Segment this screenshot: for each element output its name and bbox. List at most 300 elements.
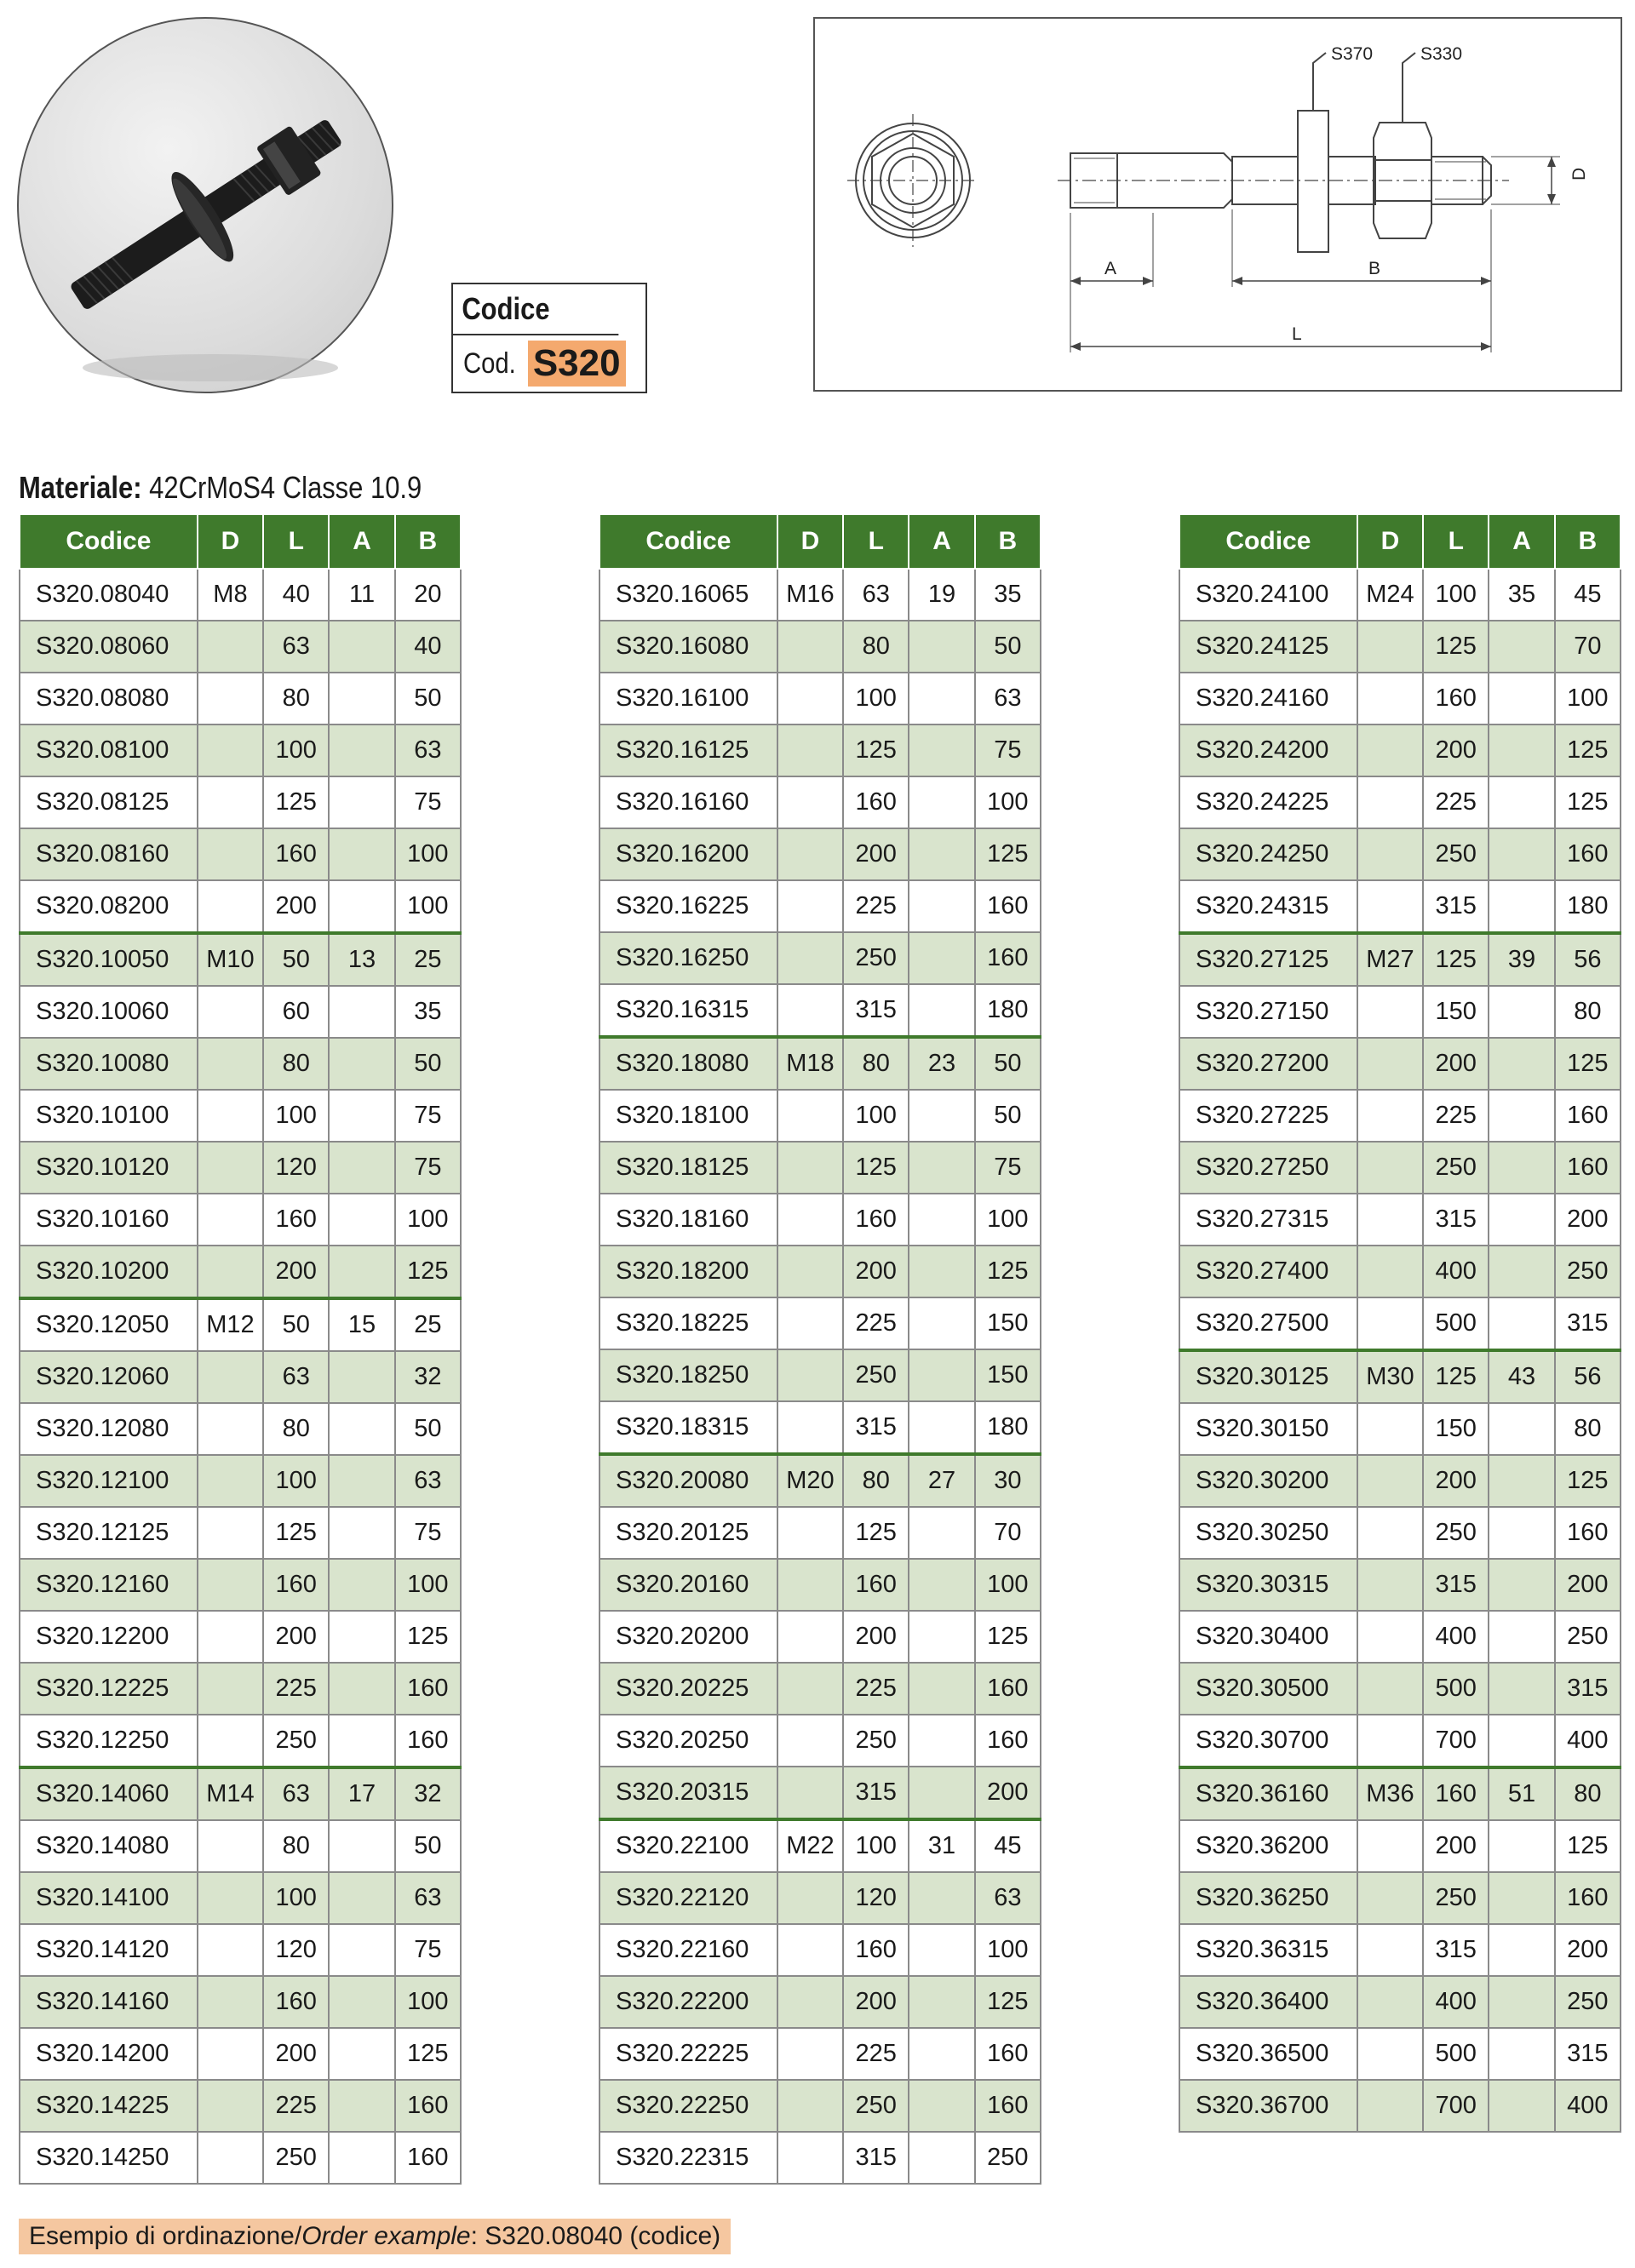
table-row (600, 1246, 1041, 1297)
cell-code: S320.36250 (1179, 1872, 1357, 1924)
cell-b: 100 (395, 828, 461, 880)
cell-diameter (1357, 880, 1423, 933)
cell-b: 125 (395, 1246, 461, 1298)
cell-b: 50 (975, 1037, 1041, 1090)
cell-a (1489, 2028, 1554, 2080)
cell-b: 63 (975, 1872, 1041, 1924)
cell-code: S320.18125 (600, 1142, 777, 1194)
cell-length: 50 (263, 1298, 329, 1351)
cell-code: S320.36200 (1179, 1820, 1357, 1872)
table-row (20, 933, 461, 986)
table-row (20, 2132, 461, 2184)
cell-diameter: M10 (198, 933, 263, 986)
cell-length: 120 (263, 1142, 329, 1194)
cell-b: 100 (395, 1976, 461, 2028)
cell-length: 250 (843, 932, 909, 984)
cell-code: S320.27500 (1179, 1297, 1357, 1350)
cell-diameter (198, 986, 263, 1038)
cell-diameter (777, 1142, 843, 1194)
cell-code: S320.30700 (1179, 1715, 1357, 1767)
cell-diameter (198, 1976, 263, 2028)
cell-code: S320.12200 (20, 1611, 198, 1663)
cell-b: 125 (1555, 724, 1621, 776)
cell-a (1489, 673, 1554, 724)
cell-diameter (777, 1349, 843, 1401)
table-row (20, 724, 461, 776)
table-row (20, 1455, 461, 1507)
cell-b: 75 (395, 1142, 461, 1194)
column-header-length: L (1423, 514, 1489, 569)
cell-diameter (1357, 1142, 1423, 1194)
cell-a (329, 1715, 394, 1767)
table-row (1179, 1872, 1621, 1924)
cell-code: S320.10160 (20, 1194, 198, 1246)
table-row (20, 1246, 461, 1298)
cell-length: 200 (843, 1611, 909, 1663)
cell-a: 39 (1489, 933, 1554, 986)
table-row (1179, 1559, 1621, 1611)
table-row (1179, 1611, 1621, 1663)
cell-length: 125 (843, 724, 909, 776)
label-l: L (1292, 324, 1302, 344)
cell-b: 315 (1555, 1663, 1621, 1715)
cell-a (1489, 1559, 1554, 1611)
cell-length: 250 (1423, 1872, 1489, 1924)
cell-code: S320.10060 (20, 986, 198, 1038)
cell-length: 315 (843, 1401, 909, 1454)
table-row (600, 1767, 1041, 1819)
table-row (20, 1090, 461, 1142)
cell-a (909, 984, 974, 1037)
cell-a (329, 828, 394, 880)
cell-diameter: M30 (1357, 1350, 1423, 1403)
cell-b: 250 (1555, 1246, 1621, 1297)
cell-length: 80 (843, 1037, 909, 1090)
cell-length: 225 (263, 2080, 329, 2132)
cell-code: S320.27150 (1179, 986, 1357, 1038)
cell-a (1489, 776, 1554, 828)
cell-diameter (198, 673, 263, 724)
cell-b: 50 (395, 1403, 461, 1455)
cell-b: 75 (395, 1507, 461, 1559)
table-row (20, 1820, 461, 1872)
cell-length: 40 (263, 569, 329, 621)
cell-a (329, 1872, 394, 1924)
cell-length: 500 (1423, 1297, 1489, 1350)
cell-diameter (198, 1455, 263, 1507)
cell-length: 200 (1423, 724, 1489, 776)
cell-b: 70 (975, 1507, 1041, 1559)
cell-code: S320.18225 (600, 1297, 777, 1349)
cell-length: 100 (1423, 569, 1489, 621)
table-row (600, 1819, 1041, 1872)
cell-b: 75 (395, 776, 461, 828)
cell-a (909, 1559, 974, 1611)
cell-length: 120 (263, 1924, 329, 1976)
order-value: : S320.08040 (codice) (470, 2222, 721, 2250)
cell-b: 25 (395, 933, 461, 986)
cell-code: S320.16125 (600, 724, 777, 776)
cell-length: 200 (1423, 1455, 1489, 1507)
cell-a (909, 724, 974, 776)
cell-diameter (1357, 673, 1423, 724)
cell-diameter (777, 1767, 843, 1819)
cell-a (329, 1038, 394, 1090)
cell-b: 50 (975, 621, 1041, 673)
cell-a (1489, 621, 1554, 673)
cell-b: 160 (1555, 1507, 1621, 1559)
cell-diameter: M27 (1357, 933, 1423, 986)
cell-diameter (1357, 2028, 1423, 2080)
cell-diameter (198, 1507, 263, 1559)
cell-length: 315 (843, 2132, 909, 2184)
cell-code: S320.12100 (20, 1455, 198, 1507)
cell-diameter (1357, 724, 1423, 776)
table-row (600, 880, 1041, 932)
cell-b: 200 (1555, 1194, 1621, 1246)
cell-b: 400 (1555, 1715, 1621, 1767)
cell-diameter: M24 (1357, 569, 1423, 621)
column-header-b: B (1555, 514, 1621, 569)
cell-b: 100 (395, 1559, 461, 1611)
cell-diameter (198, 724, 263, 776)
table-row (600, 1142, 1041, 1194)
cell-diameter: M8 (198, 569, 263, 621)
cell-length: 63 (843, 569, 909, 621)
table-row (600, 1090, 1041, 1142)
cell-b: 75 (975, 724, 1041, 776)
cell-code: S320.18315 (600, 1401, 777, 1454)
cell-length: 100 (263, 724, 329, 776)
cell-a (909, 2132, 974, 2184)
column-header-code: Codice (20, 514, 198, 569)
cell-b: 160 (975, 2080, 1041, 2132)
cell-code: S320.16065 (600, 569, 777, 621)
cell-b: 200 (1555, 1924, 1621, 1976)
cell-a (329, 1455, 394, 1507)
cell-a (909, 2028, 974, 2080)
cell-b: 63 (975, 673, 1041, 724)
column-header-diameter: D (1357, 514, 1423, 569)
cell-diameter (1357, 1872, 1423, 1924)
cell-length: 80 (843, 1454, 909, 1507)
cell-a (329, 1611, 394, 1663)
cell-a (909, 1297, 974, 1349)
cell-b: 160 (1555, 1142, 1621, 1194)
cell-code: S320.22200 (600, 1976, 777, 2028)
cell-a (1489, 1090, 1554, 1142)
cell-length: 125 (263, 1507, 329, 1559)
table-row (1179, 2080, 1621, 2132)
cell-b: 63 (395, 1872, 461, 1924)
cell-b: 125 (1555, 1455, 1621, 1507)
cell-b: 125 (975, 1976, 1041, 2028)
cell-a (1489, 1194, 1554, 1246)
cell-b: 150 (975, 1297, 1041, 1349)
cell-a (1489, 2080, 1554, 2132)
cell-code: S320.24315 (1179, 880, 1357, 933)
cell-a: 27 (909, 1454, 974, 1507)
cell-a: 51 (1489, 1767, 1554, 1820)
cell-diameter (198, 1403, 263, 1455)
cell-b: 160 (975, 880, 1041, 932)
cell-code: S320.30200 (1179, 1455, 1357, 1507)
cell-code: S320.10100 (20, 1090, 198, 1142)
table-row (20, 1976, 461, 2028)
cell-length: 160 (843, 1924, 909, 1976)
cell-diameter (777, 1090, 843, 1142)
cell-a (329, 2132, 394, 2184)
cell-code: S320.27200 (1179, 1038, 1357, 1090)
cell-diameter (777, 1976, 843, 2028)
cell-length: 200 (263, 1246, 329, 1298)
cell-b: 80 (1555, 1767, 1621, 1820)
cell-code: S320.14120 (20, 1924, 198, 1976)
table-row (600, 1037, 1041, 1090)
column-header-a: A (1489, 514, 1554, 569)
label-s370: S370 (1331, 44, 1374, 64)
table-row (20, 1142, 461, 1194)
cell-a (1489, 1455, 1554, 1507)
cell-diameter (198, 1715, 263, 1767)
cell-diameter (1357, 986, 1423, 1038)
cell-length: 500 (1423, 2028, 1489, 2080)
cell-length: 120 (843, 1872, 909, 1924)
cell-a (1489, 1507, 1554, 1559)
table-row (600, 569, 1041, 621)
label-s330: S330 (1420, 44, 1463, 64)
cell-length: 250 (843, 2080, 909, 2132)
code-box (451, 283, 647, 393)
cell-a (909, 1142, 974, 1194)
cell-b: 160 (975, 1663, 1041, 1715)
cell-length: 60 (263, 986, 329, 1038)
cell-a (329, 1090, 394, 1142)
cell-a (1489, 724, 1554, 776)
cell-code: S320.14200 (20, 2028, 198, 2080)
cell-code: S320.22315 (600, 2132, 777, 2184)
cell-code: S320.14100 (20, 1872, 198, 1924)
cell-b: 125 (1555, 1820, 1621, 1872)
product-code-badge: S320 (528, 341, 626, 387)
column-header-diameter: D (198, 514, 263, 569)
table-row (20, 621, 461, 673)
cell-length: 700 (1423, 2080, 1489, 2132)
cell-code: S320.24200 (1179, 724, 1357, 776)
cell-length: 160 (1423, 1767, 1489, 1820)
table-row (20, 880, 461, 933)
cell-length: 225 (843, 880, 909, 932)
cell-code: S320.12250 (20, 1715, 198, 1767)
cell-diameter (1357, 1194, 1423, 1246)
product-photo (17, 17, 393, 393)
table-row (1179, 1297, 1621, 1350)
cell-code: S320.22250 (600, 2080, 777, 2132)
cell-diameter (198, 1820, 263, 1872)
cell-code: S320.12060 (20, 1351, 198, 1403)
cell-length: 160 (263, 828, 329, 880)
table-row (600, 1401, 1041, 1454)
cell-b: 45 (975, 1819, 1041, 1872)
table-row (1179, 1663, 1621, 1715)
cell-code: S320.12160 (20, 1559, 198, 1611)
cell-diameter (777, 1297, 843, 1349)
cell-a (1489, 986, 1554, 1038)
table-row (1179, 828, 1621, 880)
cell-length: 80 (263, 1820, 329, 1872)
material-label: Materiale: (19, 470, 142, 505)
cell-diameter: M36 (1357, 1767, 1423, 1820)
cell-b: 160 (1555, 828, 1621, 880)
cell-b: 160 (395, 1663, 461, 1715)
cell-a (329, 776, 394, 828)
cell-diameter (777, 1872, 843, 1924)
cell-b: 200 (975, 1767, 1041, 1819)
table-row (1179, 1403, 1621, 1455)
cell-diameter (1357, 2080, 1423, 2132)
table-row (1179, 621, 1621, 673)
cell-code: S320.12225 (20, 1663, 198, 1715)
cell-a (329, 986, 394, 1038)
cell-length: 63 (263, 1351, 329, 1403)
cell-b: 125 (975, 1611, 1041, 1663)
cell-length: 315 (1423, 1194, 1489, 1246)
cell-diameter (777, 1924, 843, 1976)
cell-b: 125 (975, 828, 1041, 880)
table-row (600, 1507, 1041, 1559)
column-header-length: L (263, 514, 329, 569)
column-header-length: L (843, 514, 909, 569)
cell-a (909, 1401, 974, 1454)
cell-a (909, 776, 974, 828)
cell-diameter (777, 1715, 843, 1767)
table-row (1179, 569, 1621, 621)
cell-code: S320.10120 (20, 1142, 198, 1194)
cell-length: 200 (1423, 1820, 1489, 1872)
cell-b: 45 (1555, 569, 1621, 621)
table-row (20, 1715, 461, 1767)
cell-diameter (777, 1559, 843, 1611)
cell-diameter (198, 880, 263, 933)
cell-a (1489, 1403, 1554, 1455)
cell-length: 125 (1423, 933, 1489, 986)
cell-code: S320.16080 (600, 621, 777, 673)
cell-a (1489, 1872, 1554, 1924)
table-row (600, 724, 1041, 776)
cell-b: 25 (395, 1298, 461, 1351)
cell-a: 15 (329, 1298, 394, 1351)
table-row (20, 828, 461, 880)
cell-b: 160 (395, 2080, 461, 2132)
cell-a (1489, 1663, 1554, 1715)
cell-code: S320.20160 (600, 1559, 777, 1611)
material-heading (19, 470, 422, 506)
cell-diameter (198, 1090, 263, 1142)
cod-label: Cod. (463, 347, 516, 380)
cell-length: 250 (843, 1715, 909, 1767)
cell-length: 200 (263, 1611, 329, 1663)
cell-diameter (1357, 1507, 1423, 1559)
technical-drawing (813, 17, 1622, 392)
cell-a: 19 (909, 569, 974, 621)
cell-a (909, 1976, 974, 2028)
stud-bolt-image (19, 19, 395, 395)
cell-length: 225 (1423, 776, 1489, 828)
table-row (1179, 1142, 1621, 1194)
cell-b: 50 (395, 1820, 461, 1872)
cell-a (909, 880, 974, 932)
cell-length: 225 (263, 1663, 329, 1715)
cell-code: S320.18200 (600, 1246, 777, 1297)
cell-length: 100 (843, 1819, 909, 1872)
cell-a (909, 1924, 974, 1976)
cell-b: 160 (395, 2132, 461, 2184)
table-row (20, 1298, 461, 1351)
cell-code: S320.20200 (600, 1611, 777, 1663)
cell-code: S320.24225 (1179, 776, 1357, 828)
cell-a (909, 1349, 974, 1401)
cell-code: S320.30150 (1179, 1403, 1357, 1455)
table-row (1179, 1246, 1621, 1297)
cell-b: 125 (975, 1246, 1041, 1297)
cell-a (329, 621, 394, 673)
cell-length: 200 (263, 880, 329, 933)
cell-length: 160 (263, 1194, 329, 1246)
cell-a (329, 1507, 394, 1559)
table-row (600, 2132, 1041, 2184)
cell-length: 200 (843, 828, 909, 880)
cell-b: 125 (395, 2028, 461, 2080)
cell-b: 100 (975, 1924, 1041, 1976)
cell-code: S320.18160 (600, 1194, 777, 1246)
column-header-code: Codice (1179, 514, 1357, 569)
cell-diameter (777, 828, 843, 880)
cell-a: 17 (329, 1767, 394, 1820)
table-row (1179, 1455, 1621, 1507)
cell-a (329, 1142, 394, 1194)
cell-b: 160 (1555, 1872, 1621, 1924)
table-row (20, 1038, 461, 1090)
cell-length: 200 (1423, 1038, 1489, 1090)
cell-diameter (1357, 1455, 1423, 1507)
cell-b: 56 (1555, 933, 1621, 986)
cell-diameter (198, 1194, 263, 1246)
cell-diameter (198, 621, 263, 673)
table-row (600, 2080, 1041, 2132)
cell-diameter (1357, 1038, 1423, 1090)
cell-b: 100 (975, 1559, 1041, 1611)
cell-length: 225 (843, 2028, 909, 2080)
cell-code: S320.14160 (20, 1976, 198, 2028)
table-row (600, 1349, 1041, 1401)
column-header-a: A (329, 514, 394, 569)
table-row (600, 1872, 1041, 1924)
cell-b: 250 (1555, 1611, 1621, 1663)
table-row (1179, 1350, 1621, 1403)
cell-length: 150 (1423, 986, 1489, 1038)
column-header-a: A (909, 514, 974, 569)
order-example (19, 2219, 731, 2254)
table-row (600, 776, 1041, 828)
cell-a (329, 2080, 394, 2132)
cell-code: S320.27250 (1179, 1142, 1357, 1194)
cell-a (909, 1507, 974, 1559)
cell-code: S320.20250 (600, 1715, 777, 1767)
cell-a (909, 1090, 974, 1142)
label-d: D (1569, 167, 1589, 180)
cell-a (909, 1663, 974, 1715)
cell-length: 100 (263, 1455, 329, 1507)
